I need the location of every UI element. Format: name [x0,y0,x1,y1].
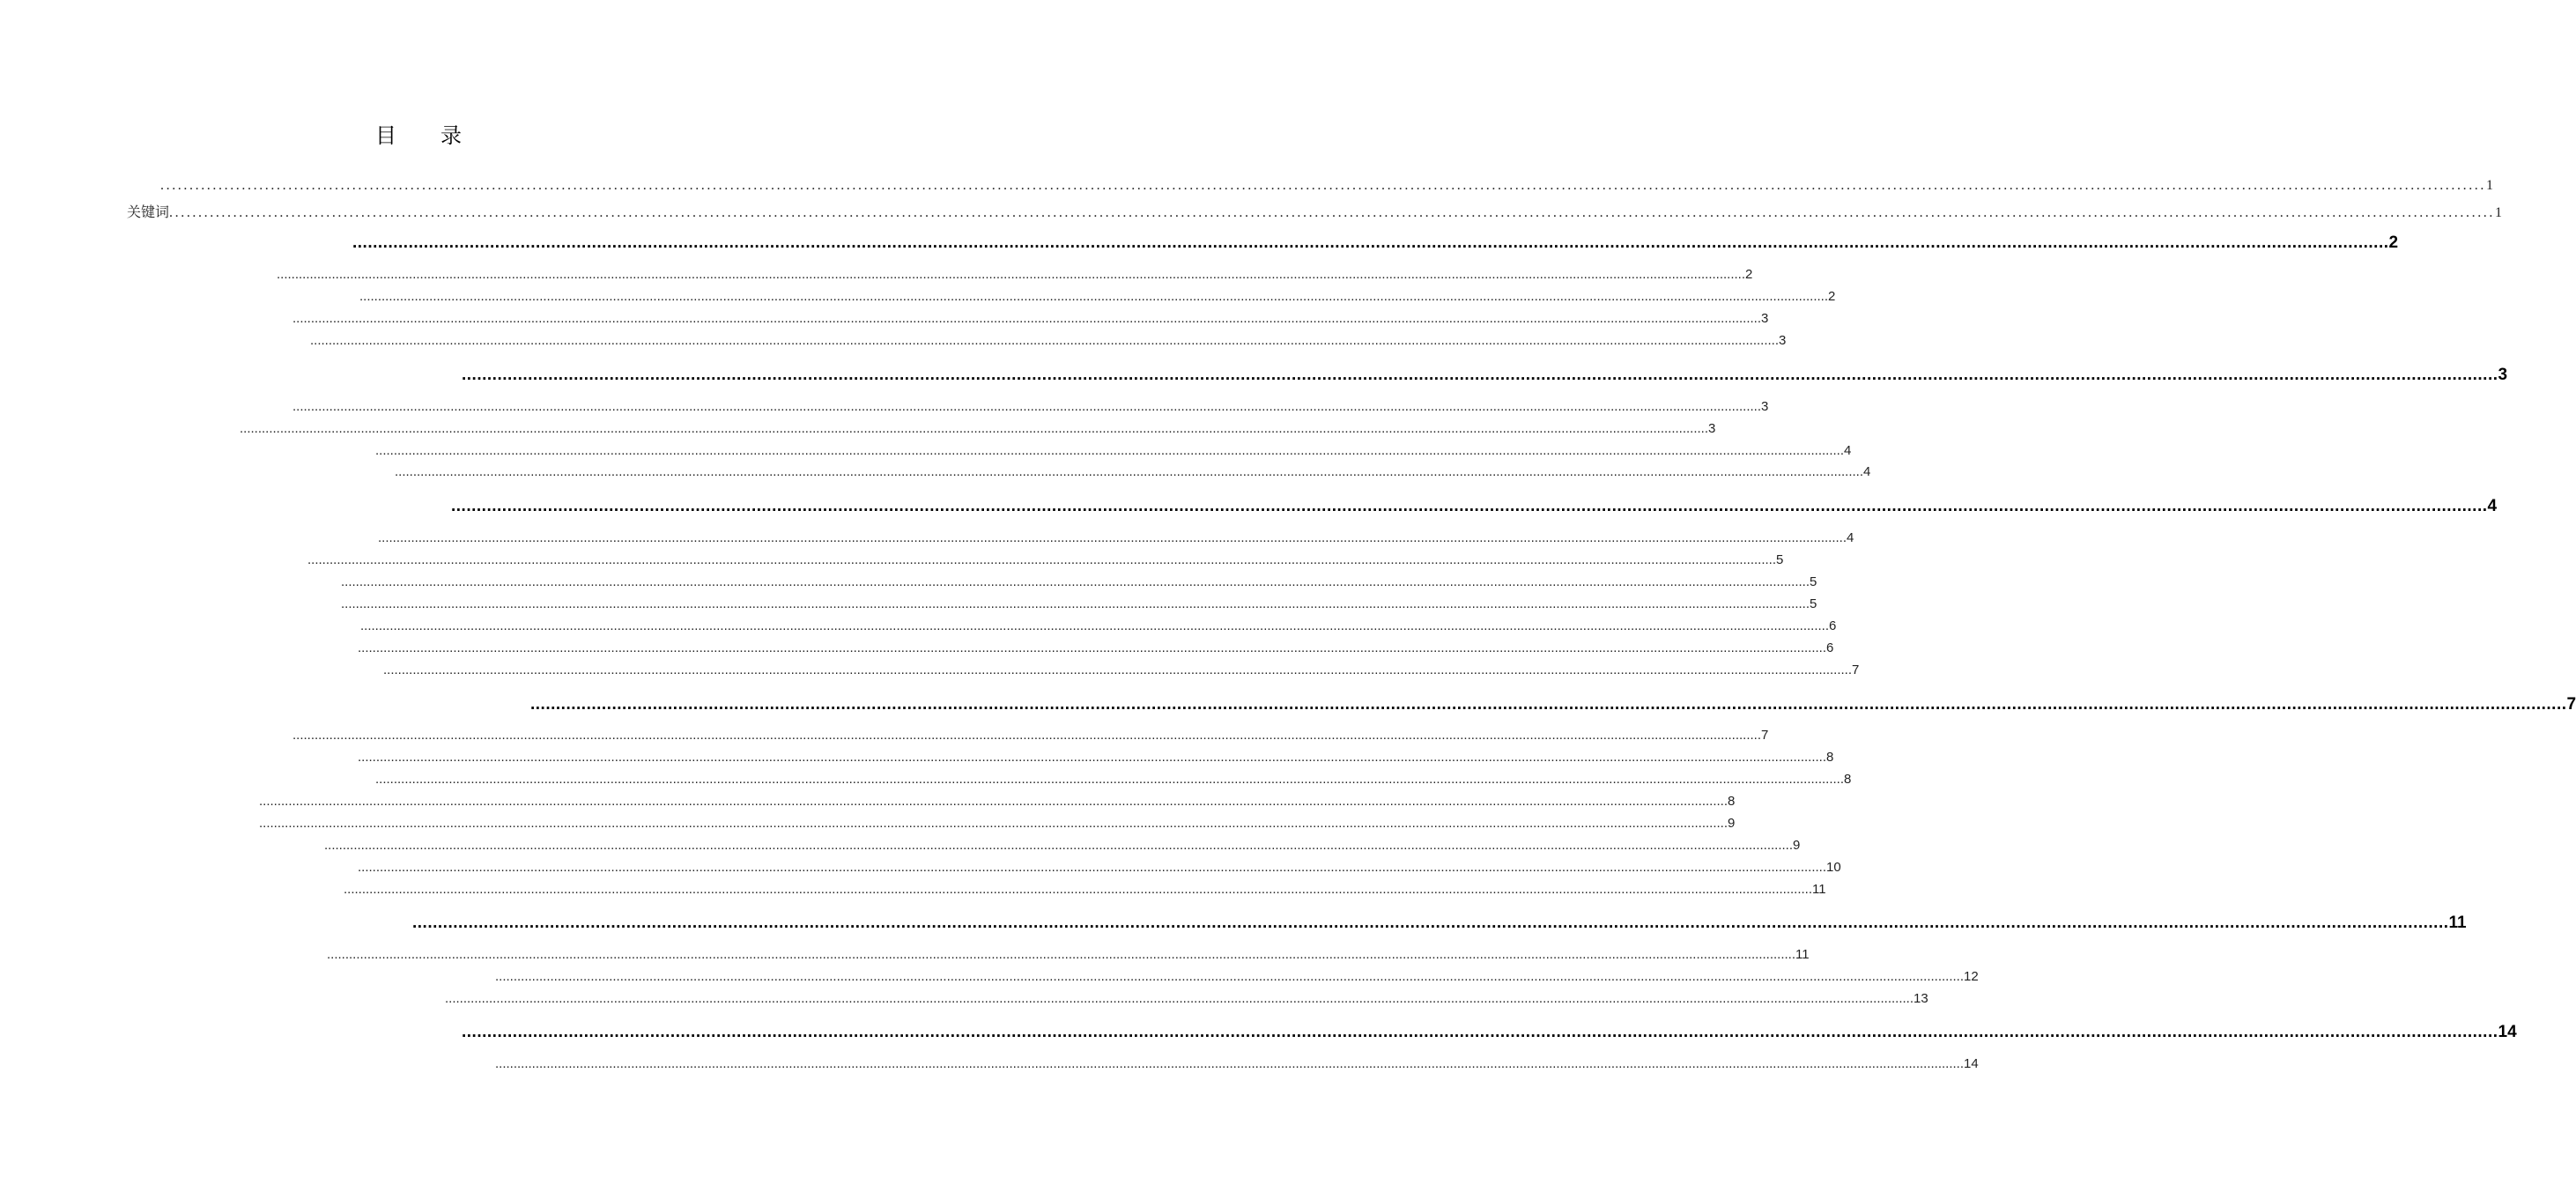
dot-leader: ................................................................................................................................................................................................................................................................................................................................................................................................................ [360,618,1829,633]
toc-page-number: 4 [1847,530,1854,545]
toc-chapter-entry[interactable] [462,1022,2517,1043]
toc-title-char-1: 目 [375,123,396,148]
toc-entry[interactable] [358,749,1834,766]
dot-leader: ................................................................................................................................................................................................................................................................................................................................................................................................................ [259,794,1728,809]
dot-leader: ................................................................................................................................................................................................................................................................................................................................................................................................................ [292,311,1761,326]
toc-title-char-2: 录 [440,123,462,148]
toc-chapter-entry[interactable] [451,496,2498,517]
toc-page-number: 1 [2486,178,2493,193]
toc-page-number: 12 [1964,969,1979,984]
toc-page-number: 2 [2388,233,2399,252]
toc-chapter-entry[interactable] [412,913,2467,934]
toc-entry[interactable] [495,1055,1979,1073]
toc-entry[interactable] [375,771,1852,788]
toc-page-number: 11 [1795,947,1810,962]
toc-page-number: 8 [1844,772,1852,787]
dot-leader: ................................................................................................................................................................................................................................................................................................................................................................................................................ [307,552,1776,567]
toc-entry[interactable] [160,178,2493,194]
dot-leader: ................................................................................................................................................................................................................................................................................................................................................................................................................ [378,530,1847,545]
toc-page-number: 4 [1863,464,1871,479]
toc-page-number: 8 [1826,750,1834,765]
toc-entry[interactable] [324,837,1801,855]
dot-leader: ................................................................................................................................................................................................................................................................................................................................................................................................................ [412,914,2449,932]
toc-entry[interactable] [292,310,1769,328]
toc-entry[interactable] [375,442,1852,460]
toc-entry[interactable] [341,596,1817,613]
dot-leader: ................................................................................................................................................................................................................................................................................................................................................................................................................ [495,969,1964,984]
toc-entry[interactable] [292,398,1769,416]
toc-page-number: 3 [1761,311,1769,326]
dot-leader: ................................................................................................................................................................................................................................................................................................................................................................................................................ [292,728,1761,743]
dot-leader: ................................................................................................................................................................................................................................................................................................................................................................................................................ [277,267,1745,282]
toc-page-number: 8 [1728,794,1736,809]
toc-page-number: 11 [2448,914,2467,932]
toc-entry[interactable] [341,574,1817,591]
toc-page-number: 3 [2498,366,2508,384]
toc-page-number: 3 [1779,333,1787,348]
toc-entry[interactable] [259,815,1736,832]
dot-leader: ................................................................................................................................................................................................................................................................................................................................................................................................................ [341,596,1810,611]
dot-leader: ................................................................................................................................................................................................................................................................................................................................................................................................................ [375,443,1844,458]
toc-title [0,118,837,149]
dot-leader: ................................................................................................................................................................................................................................................................................................................................................................................................................ [358,860,1826,875]
dot-leader: ................................................................................................................................................................................................................................................................................................................................................................................................................ [358,750,1826,765]
toc-page-number: 7 [1852,662,1860,677]
dot-leader: ................................................................................................................................................................................................................................................................................................................................................................................................................ [445,991,1913,1006]
toc-page-number: 5 [1776,552,1784,567]
dot-leader: ................................................................................................................................................................................................................................................................................................................................................................................................................ [375,772,1844,787]
toc-entry[interactable] [383,662,1860,679]
dot-leader: ................................................................................................................................................................................................................................................................................................................................................................................................................ [395,464,1863,479]
toc-page-number: 5 [1810,596,1817,611]
toc-entry[interactable] [378,529,1854,547]
toc-page-number: 5 [1810,574,1817,589]
toc-chapter-entry[interactable] [462,365,2508,386]
dot-leader: ................................................................................................................................................................................................................................................................................................................................................................................................................ [359,289,1828,304]
toc-entry[interactable] [495,968,1979,986]
toc-entry[interactable] [259,793,1736,810]
toc-page-number: 4 [1844,443,1852,458]
toc-page-number: 14 [2498,1023,2517,1041]
toc-entry-label: 关键词 [127,205,170,220]
toc-page-number: 6 [1826,640,1834,655]
toc-page-number: 9 [1793,838,1801,853]
dot-leader: ................................................................................................................................................................................................................................................................................................................................................................................................................ [530,695,2567,714]
dot-leader: ................................................................................................................................................................................................................................................................................................................................................................................................................ [169,205,2496,220]
dot-leader: ................................................................................................................................................................................................................................................................................................................................................................................................................ [358,640,1826,655]
toc-entry[interactable] [292,727,1769,744]
toc-entry[interactable] [310,332,1787,350]
toc-entry[interactable] [127,201,2503,221]
dot-leader: ................................................................................................................................................................................................................................................................................................................................................................................................................ [462,366,2498,384]
dot-leader: ................................................................................................................................................................................................................................................................................................................................................................................................................ [327,947,1795,962]
toc-page-number: 7 [2566,695,2576,714]
toc-page-number: 14 [1964,1056,1979,1071]
toc-page-number: 3 [1761,399,1769,414]
toc-page-number: 1 [2495,205,2503,220]
toc-chapter-entry[interactable] [530,694,2576,715]
toc-entry[interactable] [358,640,1834,657]
dot-leader: ................................................................................................................................................................................................................................................................................................................................................................................................................ [341,574,1810,589]
dot-leader: ................................................................................................................................................................................................................................................................................................................................................................................................................ [292,399,1761,414]
dot-leader: ................................................................................................................................................................................................................................................................................................................................................................................................................ [344,882,1812,897]
toc-page-number: 13 [1913,991,1928,1006]
dot-leader: ................................................................................................................................................................................................................................................................................................................................................................................................................ [259,816,1728,831]
dot-leader: ................................................................................................................................................................................................................................................................................................................................................................................................................ [383,662,1852,677]
toc-chapter-entry[interactable] [352,233,2399,254]
toc-page-number: 7 [1761,728,1769,743]
dot-leader: ................................................................................................................................................................................................................................................................................................................................................................................................................ [160,178,2486,193]
toc-entry[interactable] [344,881,1826,899]
toc-page-number: 6 [1829,618,1837,633]
toc-page-number: 4 [2487,497,2498,515]
toc-entry[interactable] [360,618,1837,635]
toc-entry[interactable] [327,946,1810,964]
toc-page-number: 2 [1745,267,1753,282]
toc-page-number: 9 [1728,816,1736,831]
toc-entry[interactable] [277,266,1753,284]
toc-page-number: 10 [1826,860,1841,875]
toc-entry[interactable] [307,551,1784,569]
dot-leader: ................................................................................................................................................................................................................................................................................................................................................................................................................ [462,1023,2498,1041]
dot-leader: ................................................................................................................................................................................................................................................................................................................................................................................................................ [324,838,1793,853]
dot-leader: ................................................................................................................................................................................................................................................................................................................................................................................................................ [240,421,1708,436]
toc-page-number: 3 [1708,421,1716,436]
toc-entry[interactable] [445,990,1928,1008]
dot-leader: ................................................................................................................................................................................................................................................................................................................................................................................................................ [310,333,1779,348]
dot-leader: ................................................................................................................................................................................................................................................................................................................................................................................................................ [451,497,2488,515]
dot-leader: ................................................................................................................................................................................................................................................................................................................................................................................................................ [352,233,2389,252]
toc-page-number: 2 [1828,289,1836,304]
toc-page-number: 11 [1812,882,1826,897]
toc-entry[interactable] [358,859,1841,877]
toc-entry[interactable] [359,288,1836,306]
dot-leader: ................................................................................................................................................................................................................................................................................................................................................................................................................ [495,1056,1964,1071]
toc-entry[interactable] [395,463,1871,481]
toc-entry[interactable] [240,420,1716,438]
